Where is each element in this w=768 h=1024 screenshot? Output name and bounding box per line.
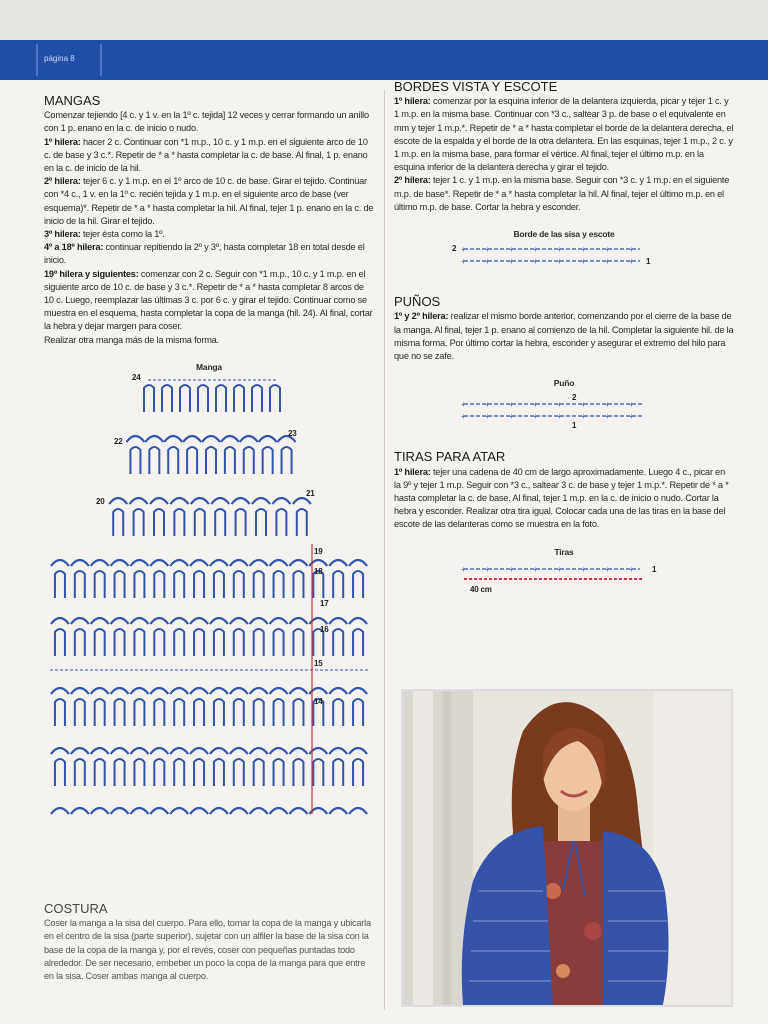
chart-loop — [95, 759, 105, 786]
chart-arch — [170, 748, 188, 754]
chart-arch — [270, 560, 288, 566]
tiras-title: TIRAS PARA ATAR — [394, 449, 506, 465]
chart-arch — [349, 748, 367, 754]
chart-arch — [232, 498, 250, 504]
chart-arch — [210, 560, 228, 566]
chain-stitch: + — [509, 564, 514, 574]
chain-stitch: + — [581, 400, 586, 410]
chart-loop — [75, 699, 85, 726]
chain-stitch: + — [485, 564, 490, 574]
chart-loop — [130, 447, 140, 474]
chart-loop — [276, 509, 286, 536]
mangas-row-label: 2º hilera: — [44, 176, 81, 187]
chart-loop — [297, 509, 307, 536]
chart-arch — [130, 498, 148, 504]
chain-stitch: + — [605, 400, 610, 410]
tiras-row-text: tejer una cadena de 40 cm de largo aproximadamente. Luego 4 c., picar en la 9º y tejer 1 m.p. Seguir con *3 c., saltear 3 c. de base y tejer 1 m.p.*. Repetir de * a * hasta completar la c. de base. Al final, tejer 1 m.p. en la c. de inicio o nudo. Cortar la hebra y esconder. Realizar otra tira igual. Colocar cada una de las tiras en la base del escote de las delanteras como se muestra en la foto. — [394, 466, 729, 530]
chart-arch — [91, 560, 109, 566]
chain-stitch: + — [461, 400, 466, 410]
chart-loop — [254, 629, 264, 656]
chain-stitch: + — [533, 412, 538, 422]
costura-section — [44, 902, 374, 983]
chart-arch — [51, 748, 69, 754]
chart-row-number: 18 — [314, 567, 323, 577]
chart-arch — [170, 498, 188, 504]
page-top-edge — [0, 0, 768, 40]
chart-loop — [206, 447, 216, 474]
chart-arch — [150, 560, 168, 566]
chart-loop — [180, 385, 190, 412]
bordes-row-label: 1º hilera: — [394, 96, 431, 107]
chart-loop — [115, 629, 125, 656]
chart-loop — [154, 759, 164, 786]
chart-loop — [55, 699, 65, 726]
chain-stitch: + — [557, 564, 562, 574]
chain-row-label: 1 — [646, 257, 651, 267]
chart-loop — [333, 759, 343, 786]
chart-arch — [329, 560, 347, 566]
chain-row-label: 1 — [572, 421, 577, 431]
chain-stitch: + — [533, 564, 538, 574]
chart-loop — [293, 629, 303, 656]
chain-stitch: + — [557, 245, 562, 255]
mangas-row — [44, 241, 374, 267]
chart-arch — [270, 688, 288, 694]
chain-stitch: + — [485, 245, 490, 255]
chart-loop — [134, 629, 144, 656]
chain-stitch: + — [629, 564, 634, 574]
chart-arch — [109, 498, 127, 504]
chart-arch — [190, 688, 208, 694]
chart-arch — [111, 618, 129, 624]
chart-arch — [329, 808, 347, 814]
chart-arch — [293, 498, 311, 504]
chart-arch — [259, 436, 277, 442]
chart-loop — [274, 629, 284, 656]
mangas-row — [44, 228, 374, 241]
mangas-section — [44, 94, 374, 834]
mangas-row-label: 4º a 18º hilera: — [44, 242, 104, 253]
chart-loop — [234, 385, 244, 412]
chart-arch — [190, 748, 208, 754]
chart-row-number: 15 — [314, 659, 323, 669]
bordes-title: BORDES VISTA Y ESCOTE — [394, 79, 558, 94]
chart-arch — [111, 748, 129, 754]
chain-stitch: + — [557, 400, 562, 410]
chart-arch — [191, 498, 209, 504]
tiras-rows — [394, 466, 734, 532]
chart-arch — [190, 618, 208, 624]
chart-arch — [289, 748, 307, 754]
chain-stitch: + — [629, 245, 634, 255]
chart-loop — [195, 509, 205, 536]
chart-arch — [130, 618, 148, 624]
chain-stitch: + — [581, 245, 586, 255]
chart-row-number: 21 — [306, 489, 315, 499]
chart-loop — [174, 509, 184, 536]
mangas-outro: Realizar otra manga más de la misma forma. — [44, 334, 219, 345]
chart-arch — [126, 436, 144, 442]
chart-arch — [221, 436, 239, 442]
chart-row-number: 17 — [320, 599, 329, 609]
mangas-rows — [44, 136, 374, 334]
chart-arch — [183, 436, 201, 442]
chart-loop — [55, 759, 65, 786]
chart-loop — [154, 509, 164, 536]
chain-row-label: 2 — [572, 393, 577, 403]
chart-arch — [289, 618, 307, 624]
punos-rows — [394, 310, 734, 363]
model-illustration — [403, 691, 731, 1005]
chart-arch — [272, 498, 290, 504]
chart-loop — [115, 759, 125, 786]
chart-arch — [71, 748, 89, 754]
band-separator — [100, 44, 102, 76]
bordes-row-text: tejer 1 c. y 1 m.p. en la misma base. Seguir con *3 c. y 1 m.p. en el siguiente m.p. de base*. Repetir de * a * hasta completar la hil. Al final, tejer el último m.p. en el último m.p. de base. Cortar la hebra y esconder. — [394, 175, 730, 212]
chart-arch — [111, 560, 129, 566]
chart-loop — [333, 571, 343, 598]
chart-loop — [234, 571, 244, 598]
chart-arch — [130, 688, 148, 694]
chart-loop — [174, 571, 184, 598]
chart-arch — [230, 808, 248, 814]
chart-loop — [353, 699, 363, 726]
chart-row-number: 23 — [288, 429, 297, 439]
chart-row-number: 19 — [314, 547, 323, 557]
chart-arch — [329, 618, 347, 624]
punos-row-label: 1º y 2º hilera: — [394, 311, 449, 322]
chain-row-label: 2 — [452, 244, 457, 254]
chart-loop — [254, 699, 264, 726]
chart-loop — [187, 447, 197, 474]
chart-arch — [130, 560, 148, 566]
chart-loop — [270, 385, 280, 412]
chart-row-number: 22 — [114, 437, 123, 447]
chart-row-number: 16 — [320, 625, 329, 635]
chart-arch — [210, 618, 228, 624]
chart-loop — [194, 571, 204, 598]
chart-row-number: 20 — [96, 497, 105, 507]
tiras-length-label: 40 cm — [470, 584, 492, 594]
chain-stitch: + — [605, 245, 610, 255]
chart-loop — [234, 699, 244, 726]
chart-loop — [256, 509, 266, 536]
punos-title: PUÑOS — [394, 294, 441, 310]
chart-arch — [250, 808, 268, 814]
chart-loop — [353, 759, 363, 786]
chart-loop — [194, 699, 204, 726]
model-photo — [401, 689, 733, 1007]
band-separator — [36, 44, 38, 76]
chain-stitch: + — [557, 257, 562, 267]
chain-stitch: + — [509, 412, 514, 422]
chart-loop — [353, 571, 363, 598]
chart-arch — [91, 808, 109, 814]
chart-arch — [170, 808, 188, 814]
chart-loop — [214, 759, 224, 786]
chart-loop — [174, 699, 184, 726]
mangas-row — [44, 268, 374, 334]
chain-stitch: + — [485, 400, 490, 410]
chart-arch — [202, 436, 220, 442]
tiras-chart — [394, 559, 734, 595]
bordes-chart-title: Borde de las sisa y escote — [513, 229, 615, 240]
chart-loop — [234, 759, 244, 786]
bordes-rows — [394, 95, 734, 214]
mangas-row-label: 1º hilera: — [44, 136, 81, 147]
chart-loop — [144, 385, 154, 412]
chart-loop — [274, 699, 284, 726]
chart-loop — [214, 571, 224, 598]
mangas-row-text: continuar repitiendo la 2º y 3º, hasta completar 18 en total desde el inicio. — [44, 242, 365, 266]
chart-loop — [55, 629, 65, 656]
chart-loop — [95, 629, 105, 656]
chain-stitch: + — [533, 257, 538, 267]
chart-loop — [353, 629, 363, 656]
mangas-intro: Comenzar tejiendo [4 c. y 1 v. en la 1º c. tejida] 12 veces y cerrar formando un anillo con 1 p. enano en la c. de inicio o nudo. — [44, 110, 369, 134]
chain-stitch: + — [485, 257, 490, 267]
chart-arch — [230, 688, 248, 694]
chain-stitch: + — [461, 412, 466, 422]
mangas-row-text: hacer 2 c. Continuar con *1 m.p., 10 c. y 1 m.p. en el siguiente arco de 10 c. de base y 3 c.*. Repetir de * a * hasta completar la c. de base. Al final, 1 p. enano en la c. de inicio de la hil. — [44, 136, 368, 174]
chain-stitch: + — [509, 400, 514, 410]
chart-loop — [216, 385, 226, 412]
chart-arch — [150, 748, 168, 754]
chart-arch — [150, 808, 168, 814]
mangas-row-text: tejer ésta como la 1º. — [80, 229, 165, 240]
chain-stitch: + — [461, 245, 466, 255]
chart-arch — [130, 808, 148, 814]
chart-loop — [134, 571, 144, 598]
chain-stitch: + — [581, 257, 586, 267]
chart-loop — [215, 509, 225, 536]
chart-loop — [75, 629, 85, 656]
chart-loop — [293, 759, 303, 786]
chain-stitch: + — [509, 245, 514, 255]
chart-loop — [252, 385, 262, 412]
mangas-row-label: 3º hilera: — [44, 229, 81, 240]
costura-text: Coser la manga a la sisa del cuerpo. Para ello, tomar la copa de la manga y ubicarla en el centro de la sisa (parte superior), sujetar con un alfiler la base de la sisa con la base de la copa de la manga y, por el revés, coser con pequeñas puntadas todo alrededor. De ser necesario, embeber un poco la copa de la manga para que entre en la sisa. Coser ambas manga al cuerpo. — [44, 918, 371, 982]
bordes-row-text: comenzar por la esquina inferior de la delantera izquierda, picar y tejer 1 c. y 1 m.p. en la misma base. Continuar con *3 c., saltear 3 p. de base o el equivalente en mm y tejer 1 m.p.*. Repetir de * a * hasta completar el borde de la delantera derecha, el escote de la espalda y el borde de la otra delantera. En las esquinas, tejer 1 m.p., 2 c. y 1 m.p. en la misma base, para formar el vértice. Al final, tejer el último m.p. en la esquina inferior de la delantera derecha y girar el tejido. — [394, 96, 734, 173]
chart-loop — [55, 571, 65, 598]
costura-title: COSTURA — [44, 901, 108, 916]
chart-arch — [111, 808, 129, 814]
chart-loop — [194, 629, 204, 656]
chart-loop — [113, 509, 123, 536]
puno-chart — [394, 390, 734, 430]
chart-arch — [240, 436, 258, 442]
chart-loop — [263, 447, 273, 474]
chart-loop — [293, 571, 303, 598]
puno-chart-title: Puño — [553, 378, 575, 389]
chart-arch — [51, 560, 69, 566]
chart-loop — [149, 447, 159, 474]
chart-arch — [150, 618, 168, 624]
mangas-row — [44, 175, 374, 228]
chart-loop — [313, 759, 323, 786]
mangas-title: MANGAS — [44, 93, 101, 108]
chart-arch — [145, 436, 163, 442]
chart-loop — [244, 447, 254, 474]
chart-loop — [75, 759, 85, 786]
chain-stitch: + — [581, 564, 586, 574]
chain-stitch: + — [557, 412, 562, 422]
page-number: página 8 — [44, 54, 75, 63]
chart-arch — [51, 688, 69, 694]
chain-stitch: + — [581, 412, 586, 422]
chart-arch — [71, 560, 89, 566]
chart-arch — [329, 748, 347, 754]
chart-loop — [254, 571, 264, 598]
chain-stitch: + — [605, 412, 610, 422]
chart-arch — [270, 808, 288, 814]
chart-arch — [164, 436, 182, 442]
chart-arch — [349, 618, 367, 624]
chain-stitch: + — [461, 564, 466, 574]
bordes-row-label: 2º hilera: — [394, 175, 431, 186]
column-divider — [384, 90, 385, 1010]
chart-loop — [274, 571, 284, 598]
chart-loop — [333, 629, 343, 656]
chart-loop — [115, 571, 125, 598]
chart-arch — [349, 808, 367, 814]
mangas-row — [44, 136, 374, 176]
chart-loop — [236, 509, 246, 536]
tiras-row-label: 1 — [652, 564, 657, 574]
chart-loop — [293, 699, 303, 726]
mangas-row-label: 19º hilera y siguientes: — [44, 268, 139, 279]
chart-loop — [198, 385, 208, 412]
chart-arch — [289, 808, 307, 814]
mangas-row-text: tejer 6 c. y 1 m.p. en el 1º arco de 10 c. de base. Girar el tejido. Continuar con *4 c., 1 v. en la 1º c. recién tejida y 1 m.p. en el siguiente arco de base (ver esquema)*. Repetir de * a * hasta completar la hil. Al final, tejer 1 p. enano en la c. de inicio de la hil. Girar el tejido. — [44, 176, 374, 226]
chart-arch — [170, 560, 188, 566]
chart-arch — [170, 688, 188, 694]
chart-arch — [91, 748, 109, 754]
chain-stitch: + — [605, 257, 610, 267]
chart-arch — [289, 688, 307, 694]
chain-stitch: + — [509, 257, 514, 267]
manga-chart — [44, 374, 374, 834]
chain-stitch: + — [629, 257, 634, 267]
chart-arch — [250, 560, 268, 566]
chart-arch — [150, 688, 168, 694]
chart-arch — [270, 748, 288, 754]
chart-loop — [75, 571, 85, 598]
chart-loop — [333, 699, 343, 726]
chart-arch — [210, 748, 228, 754]
manga-chart-title: Manga — [196, 361, 222, 372]
chart-loop — [168, 447, 178, 474]
chart-loop — [174, 629, 184, 656]
chart-loop — [154, 699, 164, 726]
chart-loop — [214, 629, 224, 656]
chart-arch — [91, 618, 109, 624]
chart-arch — [211, 498, 229, 504]
bordes-chart — [394, 241, 734, 271]
chart-arch — [190, 808, 208, 814]
chart-loop — [162, 385, 172, 412]
bordes-row — [394, 174, 734, 214]
chart-arch — [250, 688, 268, 694]
chart-arch — [250, 618, 268, 624]
chart-arch — [170, 618, 188, 624]
chain-stitch: + — [533, 400, 538, 410]
tiras-row — [394, 466, 734, 532]
chart-loop — [95, 571, 105, 598]
chart-arch — [252, 498, 270, 504]
header-band — [0, 40, 768, 80]
chain-stitch: + — [461, 257, 466, 267]
chart-loop — [254, 759, 264, 786]
chart-loop — [214, 699, 224, 726]
chart-arch — [71, 808, 89, 814]
chart-arch — [230, 618, 248, 624]
punos-row — [394, 310, 734, 363]
tiras-chart-title: Tiras — [554, 546, 574, 557]
chain-stitch: + — [629, 412, 634, 422]
chart-arch — [51, 618, 69, 624]
chart-arch — [91, 688, 109, 694]
chart-row-number: 14 — [314, 697, 323, 707]
chart-loop — [234, 629, 244, 656]
chart-loop — [174, 759, 184, 786]
chart-row-number: 24 — [132, 374, 141, 383]
chart-loop — [225, 447, 235, 474]
punos-row-text: realizar el mismo borde anterior, comenzando por el cierre de la base de la manga. Al final, tejer 1 p. enano al comienzo de la hil. Completar la siguiente hil. de la misma forma. Por último cortar la hebra, esconder y asegurar el extremo del hilo para que no se zafe. — [394, 311, 734, 362]
chart-arch — [230, 560, 248, 566]
chart-arch — [250, 748, 268, 754]
chart-arch — [349, 560, 367, 566]
chart-arch — [71, 688, 89, 694]
chain-stitch: + — [605, 564, 610, 574]
chain-stitch: + — [485, 412, 490, 422]
chart-arch — [329, 688, 347, 694]
chart-arch — [349, 688, 367, 694]
chart-arch — [210, 688, 228, 694]
bordes-row — [394, 95, 734, 174]
chart-arch — [111, 688, 129, 694]
chart-arch — [130, 748, 148, 754]
chain-stitch: + — [533, 245, 538, 255]
chart-arch — [71, 618, 89, 624]
tiras-row-label: 1º hilera: — [394, 466, 431, 477]
chart-arch — [190, 560, 208, 566]
chart-arch — [270, 618, 288, 624]
mangas-row-text: comenzar con 2 c. Seguir con *1 m.p., 10 c. y 1 m.p. en el siguiente arco de 10 c. de base y 3 c.*. Repetir de * a * hasta completar 8 arcos de 10 c. Luego, reemplazar las últimas 3 c. por 6 c. y girar el tejido. Continuar como se muestra en el esquema, hasta completar la copa de la manga (hil. 24). Al final, cortar la hebra y dejar margen para coser. — [44, 268, 373, 332]
chart-loop — [115, 699, 125, 726]
chart-arch — [51, 808, 69, 814]
chart-loop — [154, 629, 164, 656]
chart-arch — [150, 498, 168, 504]
chart-loop — [134, 699, 144, 726]
chart-loop — [134, 509, 144, 536]
chart-loop — [134, 759, 144, 786]
right-column — [394, 80, 734, 595]
chart-loop — [95, 699, 105, 726]
chart-loop — [194, 759, 204, 786]
chain-stitch: + — [629, 400, 634, 410]
chart-loop — [154, 571, 164, 598]
chart-loop — [274, 759, 284, 786]
chart-arch — [289, 560, 307, 566]
chart-arch — [230, 748, 248, 754]
chart-arch — [210, 808, 228, 814]
chart-loop — [282, 447, 292, 474]
